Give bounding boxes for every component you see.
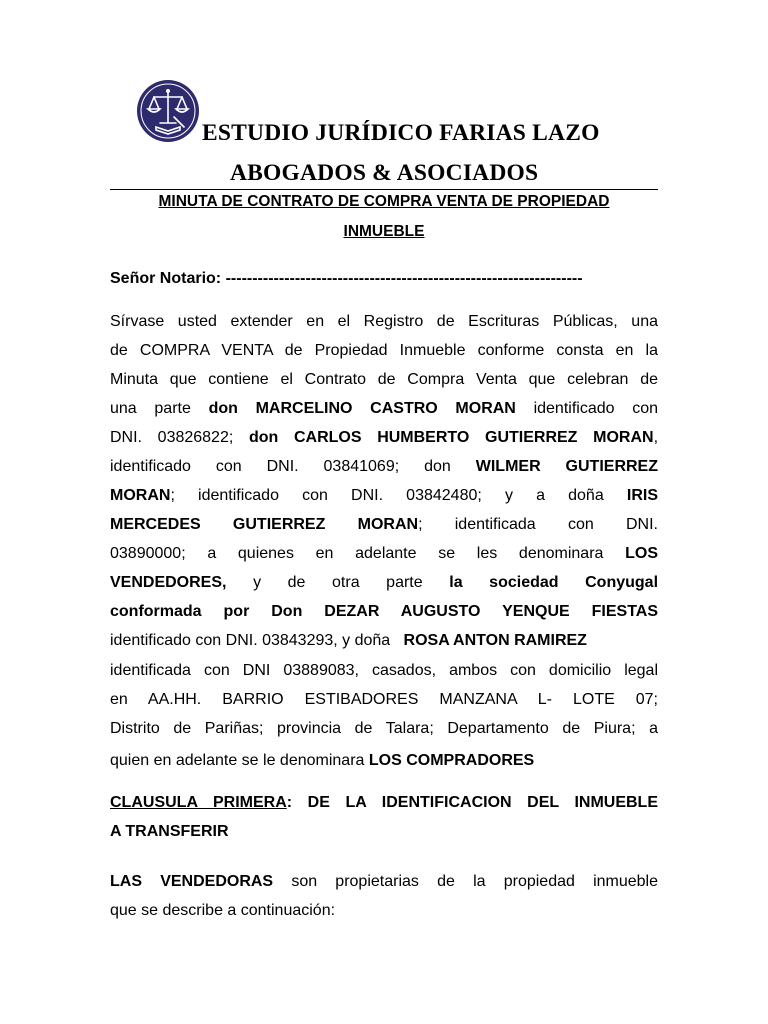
paragraph-line (110, 369, 658, 391)
party-term: LOS (625, 545, 658, 562)
seller-name: MERCEDES GUTIERREZ MORAN (110, 516, 419, 533)
seller-name: MORAN (110, 487, 171, 504)
paragraph-line (110, 871, 658, 893)
seller-name: don CARLOS HUMBERTO GUTIERREZ MORAN (248, 429, 654, 446)
text: DNI. 03826822; (110, 429, 234, 446)
buyer-name: conformada por Don DEZAR AUGUSTO YENQUE FIESTAS (110, 603, 658, 620)
text: que se describe a continuación: (110, 902, 336, 919)
paragraph-line (110, 750, 658, 772)
paragraph-line (110, 514, 658, 536)
paragraph-line (110, 572, 658, 594)
clause-heading-line2 (110, 821, 658, 843)
paragraph-line (110, 340, 658, 362)
text: Distrito de Pariñas; provincia de Talara; Departamento de Piura; a (110, 720, 658, 737)
firm-name: ESTUDIO JURÍDICO FARIAS LAZO (202, 120, 600, 146)
salutation-dashes: ------------------------------------------------------------------- (225, 270, 583, 287)
paragraph-line (110, 398, 658, 420)
document-title: MINUTA DE CONTRATO DE COMPRA VENTA DE PROPIEDAD (158, 193, 610, 210)
buyer-name: ROSA ANTON RAMIREZ (403, 632, 587, 649)
text: en AA.HH. BARRIO ESTIBADORES MANZANA L- LOTE 07; (110, 691, 658, 708)
paragraph-line (110, 689, 658, 711)
text: ; identificado con DNI. 03842480; y a doña (170, 487, 604, 504)
paragraph-line (110, 485, 658, 507)
clause-label: CLAUSULA PRIMERA (110, 794, 287, 811)
text: una parte (110, 400, 191, 417)
party-term: LOS COMPRADORES (368, 752, 535, 769)
salutation-label: Señor Notario: (110, 270, 222, 287)
seller-name: IRIS (626, 487, 658, 504)
text: identificado con DNI. 03841069; don (110, 458, 451, 475)
text: identificado con DNI. 03843293, y doña (110, 632, 391, 649)
text: 03890000; a quienes en adelante se les denominara (110, 545, 604, 562)
paragraph-line (110, 311, 658, 333)
paragraph-line (110, 718, 658, 740)
text: , (653, 429, 659, 446)
clause-heading (110, 792, 658, 814)
party-term: VENDEDORES, (110, 574, 227, 591)
text: identificada con DNI 03889083, casados, ambos con domicilio legal (110, 662, 658, 679)
document-title-line2: INMUEBLE (343, 223, 425, 240)
text: ; identificada con DNI. (418, 516, 658, 533)
clause-heading-text: A TRANSFERIR (110, 823, 229, 840)
paragraph-line (110, 456, 658, 478)
text: identificado con (533, 400, 659, 417)
text: Minuta que contiene el Contrato de Compra Venta que celebran de (110, 371, 658, 388)
party-term: LAS VENDEDORAS (110, 873, 274, 890)
text: Sírvase usted extender en el Registro de Escrituras Públicas, una (110, 313, 658, 330)
paragraph-line (110, 427, 658, 449)
text: de COMPRA VENTA de Propiedad Inmueble conforme consta en la (110, 342, 658, 359)
firm-subtitle: ABOGADOS & ASOCIADOS (230, 160, 539, 186)
paragraph-line (110, 630, 658, 652)
text: quien en adelante se le denominara (110, 752, 365, 769)
salutation (110, 268, 658, 290)
paragraph-line (110, 543, 658, 565)
seller-name: WILMER GUTIERREZ (475, 458, 659, 475)
header-divider (110, 189, 658, 190)
seller-name: don MARCELINO CASTRO MORAN (208, 400, 516, 417)
scales-of-justice-icon (136, 79, 200, 143)
text: son propietarias de la propiedad inmueble (291, 873, 659, 890)
paragraph-line (110, 660, 658, 682)
paragraph-line (110, 601, 658, 623)
text: y de otra parte (253, 574, 423, 591)
clause-heading-text: : DE LA IDENTIFICACION DEL INMUEBLE (286, 794, 658, 811)
buyer-term: la sociedad Conyugal (449, 574, 659, 591)
paragraph-line (110, 900, 658, 922)
